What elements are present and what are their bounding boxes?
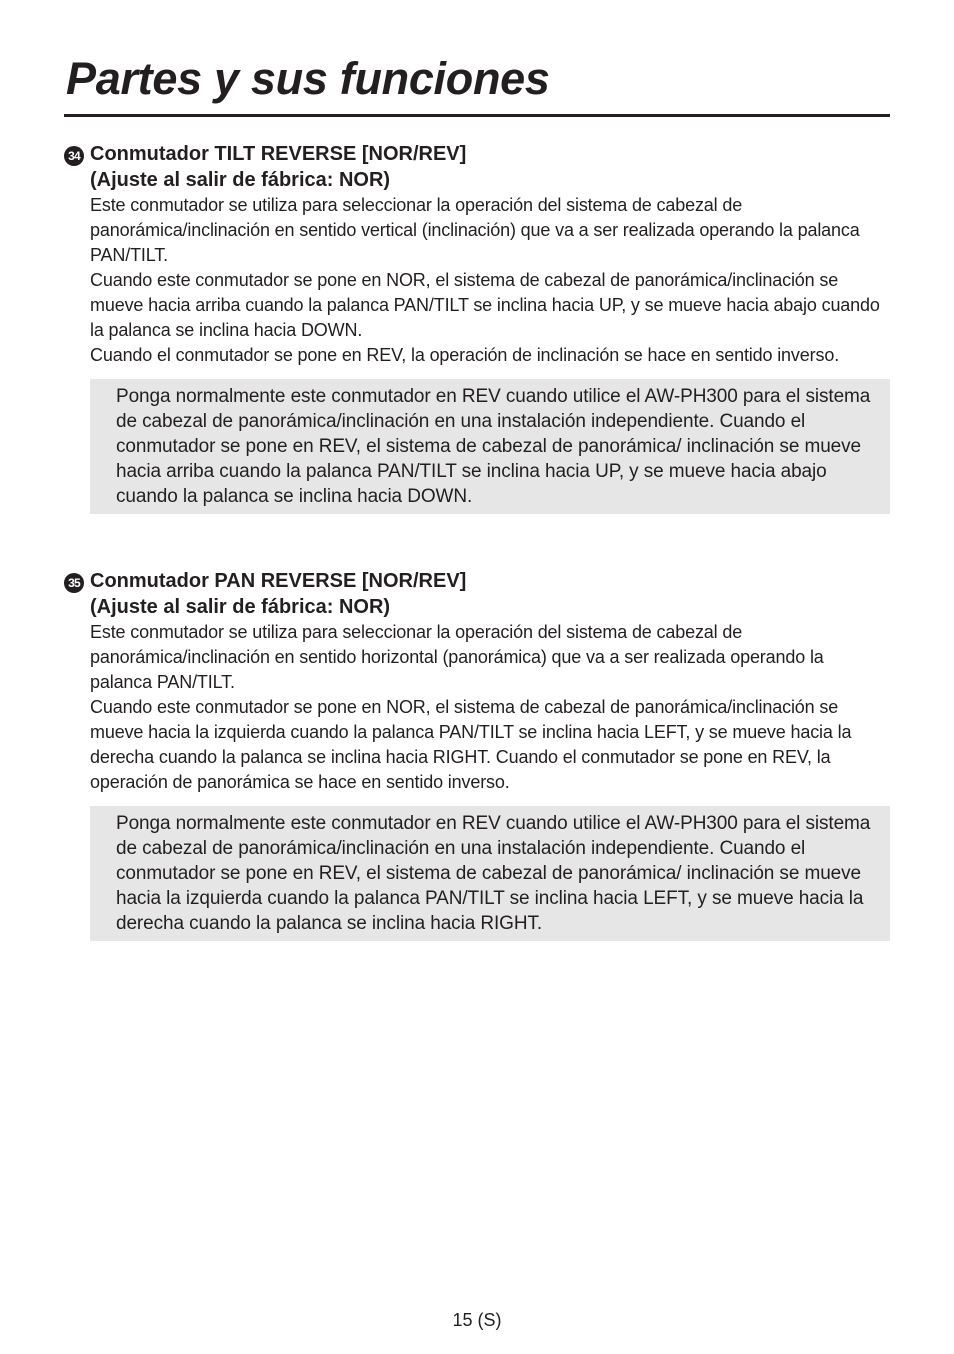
section-body — [90, 193, 890, 368]
section-heading — [64, 568, 890, 620]
page-title: Partes y sus funciones — [66, 53, 550, 104]
title-divider — [64, 114, 890, 117]
paragraph: Este conmutador se utiliza para seleccionar la operación del sistema de cabezal de panorámica/inclinación en sentido vertical (inclinación) que va a ser realizada operando la palanca PAN/TILT. — [90, 195, 860, 265]
factory-setting: (Ajuste al salir de fábrica: NOR) — [90, 596, 391, 618]
item-number-badge: 34 — [64, 146, 84, 166]
paragraph: Cuando el conmutador se pone en REV, la operación de inclinación se hace en sentido inverso. — [90, 345, 840, 365]
note-box: Ponga normalmente este conmutador en REV cuando utilice el AW-PH300 para el sistema de cabezal de panorámica/inclinación en una instalación independiente. Cuando el conmutador se pone en REV, el sistema de cabezal de panorámica/ inclinación se mueve hacia la izquierda cuando la palanca PAN/TILT se inclina hacia LEFT, y se mueve hacia la derecha cuando la palanca se inclina hacia RIGHT. — [90, 806, 890, 941]
section-title: Conmutador TILT REVERSE [NOR/REV] — [90, 143, 467, 165]
note-box: Ponga normalmente este conmutador en REV cuando utilice el AW-PH300 para el sistema de cabezal de panorámica/inclinación en una instalación independiente. Cuando el conmutador se pone en REV, el sistema de cabezal de panorámica/ inclinación se mueve hacia arriba cuando la palanca PAN/TILT se inclina hacia UP, y se mueve hacia abajo cuando la palanca se inclina hacia DOWN. — [90, 379, 890, 514]
section-title: Conmutador PAN REVERSE [NOR/REV] — [90, 570, 467, 592]
page-number: 15 (S) — [452, 1310, 502, 1330]
factory-setting: (Ajuste al salir de fábrica: NOR) — [90, 169, 391, 191]
section-pan-reverse — [64, 568, 890, 941]
paragraph: Cuando este conmutador se pone en NOR, el sistema de cabezal de panorámica/inclinación se mueve hacia la izquierda cuando la palanca PAN/TILT se inclina hacia LEFT, y se mueve hacia la derecha cuando la palanca se inclina hacia RIGHT. Cuando el conmutador se pone en REV, la operación de panorámica se hace en sentido inverso. — [90, 697, 852, 792]
section-body — [90, 620, 890, 795]
paragraph: Este conmutador se utiliza para seleccionar la operación del sistema de cabezal de panorámica/inclinación en sentido horizontal (panorámica) que va a ser realizada operando la palanca PAN/TILT. — [90, 622, 824, 692]
item-number-badge: 35 — [64, 573, 84, 593]
paragraph: Cuando este conmutador se pone en NOR, el sistema de cabezal de panorámica/inclinación se mueve hacia arriba cuando la palanca PAN/TILT se inclina hacia UP, y se mueve hacia abajo cuando la palanca se inclina hacia DOWN. — [90, 270, 880, 340]
section-heading — [64, 141, 890, 193]
section-tilt-reverse — [64, 141, 890, 514]
